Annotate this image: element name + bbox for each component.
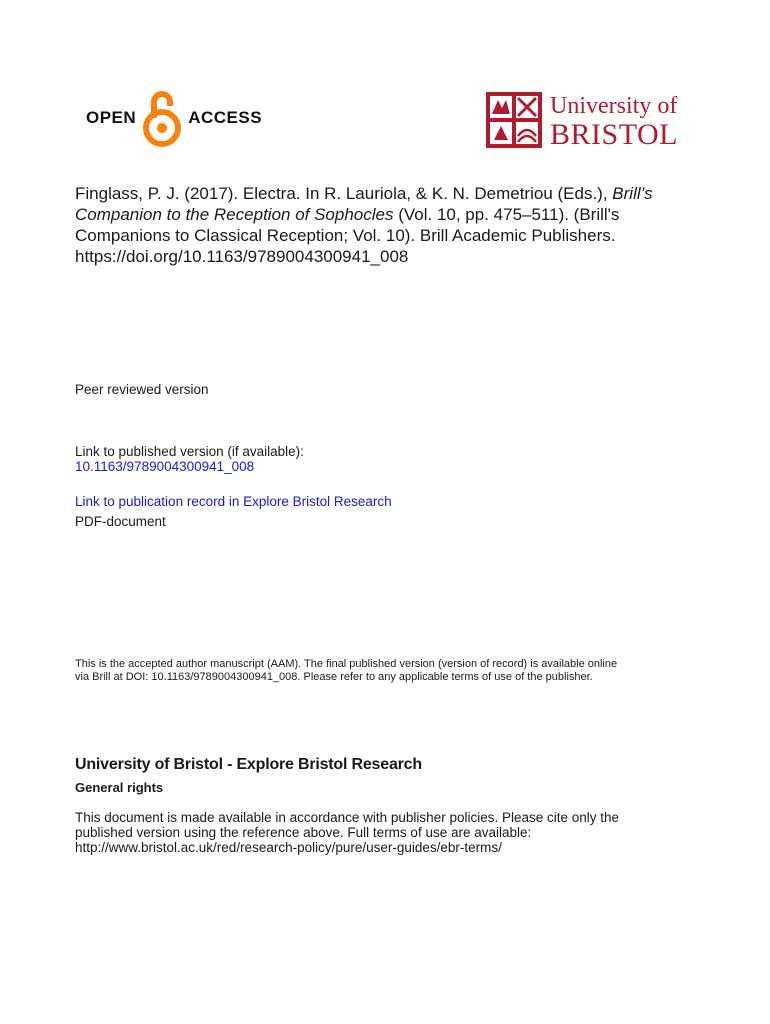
university-wordmark-line1: University of — [550, 93, 678, 119]
university-wordmark-line2: BRISTOL — [550, 118, 678, 151]
open-access-right-word: ACCESS — [188, 108, 263, 127]
general-rights-body — [75, 810, 715, 855]
document-format: PDF-document — [75, 514, 166, 529]
peer-reviewed-status: Peer reviewed version — [75, 382, 209, 397]
university-wordmark — [550, 92, 678, 150]
aam-notice-line2: via Brill at DOI: 10.1163/9789004300941_008. Please refer to any applicable terms of use of the publisher. — [75, 671, 593, 683]
citation-text-part2: (Vol. 10, pp. 475–511). (Brill's Companions to Classical Reception; Vol. 10). Brill Academic Publishers. https://doi.org/10.1163/9789004300941_008 — [75, 205, 620, 266]
rights-section-title: University of Bristol - Explore Bristol Research — [75, 756, 422, 773]
general-rights-heading: General rights — [75, 780, 164, 795]
citation-text-part1: Finglass, P. J. (2017). Electra. In R. Lauriola, & K. N. Demetriou (Eds.), — [75, 184, 613, 203]
published-version-label: Link to published version (if available): — [75, 444, 304, 459]
university-of-bristol-logo — [486, 92, 678, 150]
publication-record-link[interactable]: Link to publication record in Explore Bristol Research — [75, 494, 392, 509]
open-access-left-word: OPEN — [86, 108, 137, 127]
rights-line2: published version using the reference above. Full terms of use are available: — [75, 825, 532, 840]
open-access-logo — [86, 88, 262, 148]
aam-notice — [75, 658, 725, 684]
open-lock-icon — [142, 88, 182, 148]
published-version-doi-link[interactable]: 10.1163/9789004300941_008 — [75, 459, 255, 474]
citation — [75, 183, 715, 267]
university-crest-icon — [486, 92, 542, 148]
citation-book-title: Brill’s Companion to the Reception of Sophocles — [75, 184, 653, 224]
aam-notice-line1: This is the accepted author manuscript (AAM). The final published version (version of record) is available online — [75, 658, 618, 670]
rights-line1: This document is made available in accordance with publisher policies. Please cite only the — [75, 810, 620, 825]
rights-terms-url[interactable]: http://www.bristol.ac.uk/red/research-policy/pure/user-guides/ebr-terms/ — [75, 840, 502, 855]
